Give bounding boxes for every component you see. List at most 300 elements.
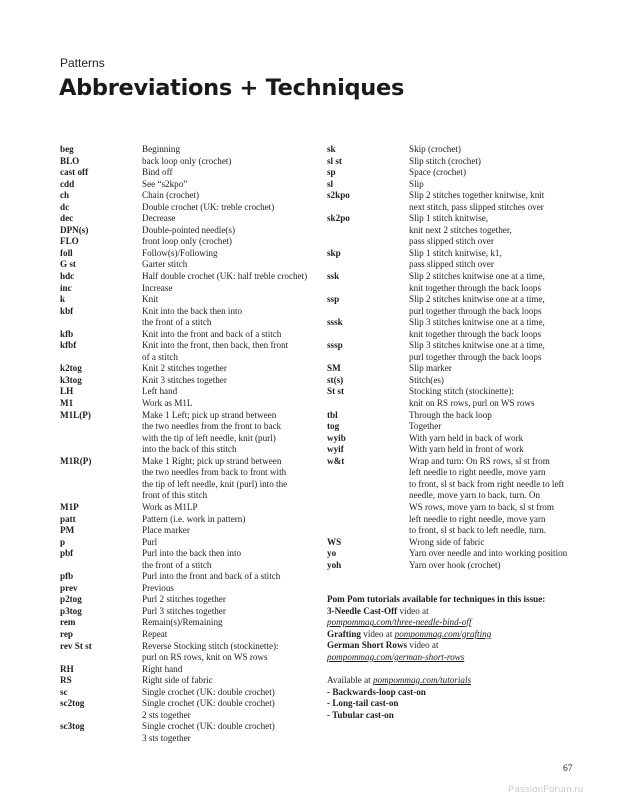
abbreviation-entry [327,317,589,340]
abbreviation-definition [142,583,310,595]
abbreviation-term: tbl [327,409,338,420]
definition-line: front of this stitch [142,490,208,501]
abbreviation-entry [60,202,310,214]
abbreviation-entry [327,386,589,409]
abbreviation-entry [327,444,589,456]
abbreviation-entry [327,548,589,560]
abbreviation-term: LH [60,386,74,397]
definition-line: Together [409,421,442,432]
definition-line: Slip 2 stitches knitwise one at a time, [409,294,545,305]
definition-line: Slip 2 stitches together knitwise, knit [409,190,545,201]
abbreviation-definition [142,144,310,156]
definition-line: Repeat [142,628,168,639]
definition-line: Slip 1 stitch knitwise, [409,213,489,224]
abbreviation-entry [60,363,310,375]
abbreviation-term: inc [60,282,72,293]
tutorial-name: German Short Rows [327,640,408,651]
available-line [327,675,589,687]
abbreviation-definition [142,606,310,618]
abbreviation-entry [327,456,589,537]
abbreviation-term: sl st [327,155,342,166]
abbreviation-entry [60,629,310,641]
abbreviation-term: DPN(s) [60,224,89,235]
tutorial-name: 3-Needle Cast-Off [327,605,398,616]
definition-line: Knit into the back then into [142,305,243,316]
tutorial-link-line [327,652,589,664]
abbreviation-entry [327,156,589,168]
definition-line: next stitch, pass slipped stitches over [409,201,544,212]
abbreviation-definition [409,317,589,340]
abbreviation-term: ch [60,190,70,201]
abbreviation-definition [142,213,310,225]
definition-line: Wrong side of fabric [409,536,485,547]
abbreviation-term: foll [60,247,73,258]
abbreviation-definition [409,167,589,179]
abbreviation-definition [409,433,589,445]
definition-line: purl together through the back loops [409,351,542,362]
abbreviation-definition [142,675,310,687]
abbreviation-entry [327,340,589,363]
abbreviation-definition [409,179,589,191]
watermark: PassionForum.ru [508,784,584,795]
definition-line: knit together through the back loops [409,282,542,293]
abbreviation-definition [409,375,589,387]
abbreviations-right-column [327,144,589,721]
definition-line: With yarn held in back of work [409,432,524,443]
abbreviation-term: St st [327,386,344,397]
definition-line: Slip 1 stitch knitwise, k1, [409,247,502,258]
definition-line: left needle to right needle, move yarn [409,467,546,478]
abbreviation-definition [409,271,589,294]
abbreviation-definition [142,617,310,629]
abbreviation-definition [142,375,310,387]
abbreviation-term: BLO [60,155,80,166]
page-title: Abbreviations + Techniques [59,75,405,101]
definition-line: Double-pointed needle(s) [142,224,235,235]
definition-line: Slip 3 stitches knitwise one at a time, [409,317,545,328]
definition-line: Slip 2 stitches knitwise one at a time, [409,271,545,282]
definition-line: Slip stitch (crochet) [409,155,481,166]
tutorial-item [327,640,589,652]
definition-line: Bind off [142,167,173,178]
definition-line: Increase [142,282,173,293]
tutorial-item [327,629,589,641]
abbreviation-term: rem [60,617,76,628]
abbreviation-definition [142,236,310,248]
abbreviation-entry [327,179,589,191]
tutorials-heading: Pom Pom tutorials available for techniques in this issue: [327,594,546,605]
abbreviation-term: p3tog [60,605,82,616]
abbreviation-entry [60,571,310,583]
abbreviation-definition [142,548,310,571]
definition-line: Knit into the front and back of a stitch [142,328,282,339]
abbreviation-entry [60,375,310,387]
abbreviation-definition [142,283,310,295]
abbreviation-entry [60,225,310,237]
definition-line: Slip marker [409,363,452,374]
abbreviation-entry [60,236,310,248]
page-number: 67 [563,764,573,774]
definition-line: front loop only (crochet) [142,236,232,247]
abbreviation-definition [142,306,310,329]
abbreviation-term: p [60,536,66,547]
abbreviation-entry [60,190,310,202]
abbreviation-definition [142,190,310,202]
abbreviation-term: pfb [60,571,74,582]
tutorial-suffix: video at [360,628,395,639]
abbreviation-definition [142,225,310,237]
abbreviation-term: sssk [327,317,343,328]
definition-line: Place marker [142,525,190,536]
abbreviation-term: sp [327,167,336,178]
abbreviation-term: st(s) [327,374,344,385]
definition-line: Right side of fabric [142,675,213,686]
abbreviation-term: k2tog [60,363,82,374]
tutorial-suffix: video at [407,640,439,651]
abbreviation-term: M1 [60,398,74,409]
abbreviation-entry [327,144,589,156]
technique-list-item: - Backwards-loop cast-on [327,686,426,697]
abbreviation-definition [409,144,589,156]
abbreviation-entry [60,386,310,398]
abbreviation-definition [142,525,310,537]
definition-line: Reverse Stocking stitch (stockinette): [142,640,279,651]
abbreviation-term: patt [60,513,76,524]
abbreviation-entry [60,583,310,595]
abbreviation-term: sc [60,686,68,697]
abbreviation-entry [60,248,310,260]
tutorial-link[interactable]: pompommag.com/grafting [394,628,492,639]
abbreviation-entry [60,606,310,618]
abbreviation-term: kfb [60,328,74,339]
abbreviation-entry [60,675,310,687]
abbreviation-definition [142,456,310,502]
abbreviation-term: cdd [60,178,75,189]
abbreviation-term: skp [327,247,341,258]
tutorial-name: Grafting [327,628,361,639]
definition-line: with the tip of left needle, knit (purl) [142,432,276,443]
abbreviation-term: sk2po [327,213,350,224]
definition-line: Purl 2 stitches together [142,594,226,605]
abbreviation-definition [142,629,310,641]
abbreviation-entry [60,167,310,179]
abbreviations-left-column [60,144,310,744]
definition-line: the two needles from the front to back [142,421,282,432]
definition-line: Purl into the front and back of a stitch [142,571,281,582]
abbreviation-entry [327,213,589,248]
abbreviation-entry [60,687,310,699]
abbreviation-entry [327,433,589,445]
abbreviation-definition [142,156,310,168]
definition-line: the two needles from back to front with [142,467,287,478]
abbreviation-entry [60,283,310,295]
abbreviation-term: k [60,294,66,305]
abbreviation-definition [409,156,589,168]
definition-line: knit next 2 stitches together, [409,224,512,235]
abbreviation-term: SM [327,363,341,374]
abbreviation-definition [142,502,310,514]
abbreviation-entry [60,537,310,549]
abbreviation-term: pbf [60,548,74,559]
definition-line: the front of a stitch [142,559,212,570]
definition-line: needle, move yarn to back, turn. On [409,490,541,501]
definition-line: Single crochet (UK: double crochet) [142,686,275,697]
definition-line: the tip of left needle, knit (purl) into the [142,478,288,489]
abbreviation-term: s2kpo [327,190,350,201]
abbreviation-term: kfbf [60,340,77,351]
definition-line: Knit into the front, then back, then front [142,340,289,351]
definition-line: to front, sl st back from right needle to left [409,478,565,489]
abbreviation-definition [409,213,589,248]
abbreviation-entry [60,329,310,341]
abbreviation-entry [327,421,589,433]
abbreviation-definition [142,698,310,721]
definition-line: Through the back loop [409,409,492,420]
definition-line: Make 1 Left; pick up strand between [142,409,277,420]
definition-line: Half double crochet (UK: half treble crochet) [142,271,308,282]
abbreviation-entry [327,537,589,549]
abbreviation-entry [327,271,589,294]
tutorial-link-line [327,617,589,629]
available-prefix: Available at [327,675,373,686]
abbreviation-definition [142,687,310,699]
tutorial-suffix: video at [397,605,429,616]
definition-line: Work as M1L [142,398,193,409]
abbreviation-term: G st [60,259,76,270]
abbreviation-definition [409,560,589,572]
abbreviation-term: sc2tog [60,698,85,709]
definition-line: Beginning [142,144,181,154]
definition-line: pass slipped stitch over [409,236,494,247]
abbreviation-definition [142,202,310,214]
definition-line: Stocking stitch (stockinette): [409,386,514,397]
abbreviation-entry [60,259,310,271]
abbreviation-entry [327,375,589,387]
abbreviation-term: prev [60,582,78,593]
definition-line: Left hand [142,386,178,397]
abbreviation-definition [142,386,310,398]
definition-line: Yarn over needle and into working position [409,548,568,559]
abbreviation-entry [60,398,310,410]
abbreviation-term: ssp [327,294,340,305]
definition-line: Previous [142,582,174,593]
abbreviation-entry [60,179,310,191]
definition-line: Make 1 Right; pick up strand between [142,455,282,466]
abbreviation-entry [60,456,310,502]
abbreviation-term: yoh [327,559,342,570]
abbreviation-entry [327,560,589,572]
tutorials-section [327,594,589,721]
abbreviation-entry [60,144,310,156]
definition-line: Purl into the back then into [142,548,242,559]
definition-line: Slip 3 stitches knitwise one at a time, [409,340,545,351]
abbreviation-definition [142,641,310,664]
abbreviation-definition [409,294,589,317]
definition-line: knit together through the back loops [409,328,542,339]
abbreviation-term: dec [60,213,74,224]
abbreviation-term: RS [60,675,72,686]
abbreviation-definition [409,386,589,409]
abbreviation-term: wyif [327,444,344,455]
abbreviation-definition [142,571,310,583]
tutorial-link[interactable]: pompommag.com/german-short-rows [327,651,465,662]
abbreviation-definition [409,548,589,560]
definition-line: knit on RS rows, purl on WS rows [409,398,535,409]
abbreviation-term: rep [60,628,74,639]
definition-line: Remain(s)/Remaining [142,617,223,628]
definition-line: purl on RS rows, knit on WS rows [142,652,268,663]
definition-line: Purl [142,536,158,547]
abbreviation-definition [142,248,310,260]
abbreviation-entry [327,294,589,317]
abbreviation-entry [60,514,310,526]
definition-line: to front, sl st back to left needle, turn. [409,525,547,536]
definition-line: 2 sts together [142,709,191,720]
abbreviation-term: ssk [327,271,340,282]
abbreviation-entry [60,294,310,306]
definition-line: Single crochet (UK: double crochet) [142,721,275,732]
abbreviation-entry [60,271,310,283]
abbreviation-entry [60,594,310,606]
abbreviation-term: sssp [327,340,343,351]
abbreviation-definition [142,329,310,341]
abbreviation-term: hdc [60,271,75,282]
abbreviation-definition [142,410,310,456]
definition-line: pass slipped stitch over [409,259,494,270]
abbreviation-term: M1L(P) [60,409,91,420]
definition-line: of a stitch [142,351,178,362]
definition-line: Garter stitch [142,259,188,270]
abbreviation-term: k3tog [60,374,82,385]
definition-line: Pattern (i.e. work in pattern) [142,513,246,524]
abbreviation-definition [142,179,310,191]
abbreviation-entry [60,721,310,744]
definition-line: Knit [142,294,159,305]
abbreviation-definition [409,190,589,213]
definition-line: the front of a stitch [142,317,212,328]
abbreviation-term: PM [60,525,75,536]
abbreviation-term: M1P [60,501,79,512]
abbreviation-entry [60,410,310,456]
abbreviation-term: sc3tog [60,721,85,732]
abbreviation-term: yo [327,548,337,559]
definition-line: See “s2kpo” [142,178,188,189]
definition-line: Right hand [142,663,183,674]
abbreviation-definition [409,340,589,363]
abbreviation-entry [60,641,310,664]
abbreviation-definition [409,363,589,375]
abbreviation-entry [327,363,589,375]
definition-line: Purl 3 stitches together [142,605,226,616]
abbreviation-entry [60,525,310,537]
abbreviation-definition [142,664,310,676]
abbreviation-term: rev St st [60,640,92,651]
definition-line: left needle to right needle, move yarn [409,513,546,524]
abbreviation-entry [60,617,310,629]
abbreviation-definition [409,537,589,549]
abbreviation-term: WS [327,536,342,547]
definition-line: Chain (crochet) [142,190,200,201]
definition-line: Double crochet (UK: treble crochet) [142,201,275,212]
definition-line: 3 sts together [142,732,191,743]
abbreviation-term: dc [60,201,70,212]
abbreviation-entry [60,306,310,329]
abbreviation-term: M1R(P) [60,455,92,466]
section-label: Patterns [60,56,105,70]
abbreviation-term: cast off [60,167,89,178]
abbreviation-entry [60,340,310,363]
abbreviation-entry [327,167,589,179]
abbreviation-term: FLO [60,236,79,247]
technique-list-item: - Long-tail cast-on [327,698,399,709]
definition-line: Wrap and turn: On RS rows, sl st from [409,455,550,466]
definition-line: Work as M1LP [142,501,198,512]
abbreviation-entry [60,213,310,225]
abbreviation-entry [60,548,310,571]
abbreviation-definition [409,444,589,456]
abbreviation-term: tog [327,421,340,432]
definition-line: With yarn held in front of work [409,444,524,455]
available-link[interactable]: pompommag.com/tutorials [372,675,472,686]
definition-line: back loop only (crochet) [142,155,232,166]
definition-line: Stitch(es) [409,374,444,385]
abbreviation-term: kbf [60,305,74,316]
abbreviation-entry [60,156,310,168]
definition-line: Slip [409,178,424,189]
definition-line: Yarn over hook (crochet) [409,559,501,570]
definition-line: Skip (crochet) [409,144,461,154]
abbreviation-definition [409,456,589,537]
definition-line: Space (crochet) [409,167,466,178]
definition-line: purl together through the back loops [409,305,542,316]
abbreviation-entry [60,664,310,676]
definition-line: into the back of this stitch [142,444,237,455]
abbreviation-term: beg [60,144,74,154]
abbreviation-term: sk [327,144,336,154]
tutorial-item [327,606,589,618]
abbreviation-definition [142,167,310,179]
abbreviation-entry [327,248,589,271]
abbreviation-term: w&t [327,455,345,466]
abbreviation-entry [60,698,310,721]
abbreviation-entry [60,502,310,514]
definition-line: WS rows, move yarn to back, sl st from [409,501,554,512]
abbreviation-definition [409,421,589,433]
abbreviation-definition [142,340,310,363]
definition-line: Follow(s)/Following [142,247,218,258]
definition-line: Knit 3 stitches together [142,374,227,385]
definition-line: Decrease [142,213,176,224]
abbreviation-definition [142,537,310,549]
abbreviation-term: RH [60,663,74,674]
abbreviation-term: sl [327,178,334,189]
abbreviation-definition [142,271,310,283]
definition-line: Single crochet (UK: double crochet) [142,698,275,709]
definition-line: Knit 2 stitches together [142,363,227,374]
abbreviation-definition [142,259,310,271]
technique-list-item: - Tubular cast-on [327,709,394,720]
abbreviation-entry [327,410,589,422]
abbreviation-term: p2tog [60,594,82,605]
abbreviation-definition [409,248,589,271]
abbreviation-definition [142,721,310,744]
abbreviation-entry [327,190,589,213]
abbreviation-term: wyib [327,432,346,443]
abbreviation-definition [409,410,589,422]
abbreviation-definition [142,398,310,410]
tutorial-link[interactable]: pompommag.com/three-needle-bind-off [327,617,472,628]
abbreviation-definition [142,594,310,606]
